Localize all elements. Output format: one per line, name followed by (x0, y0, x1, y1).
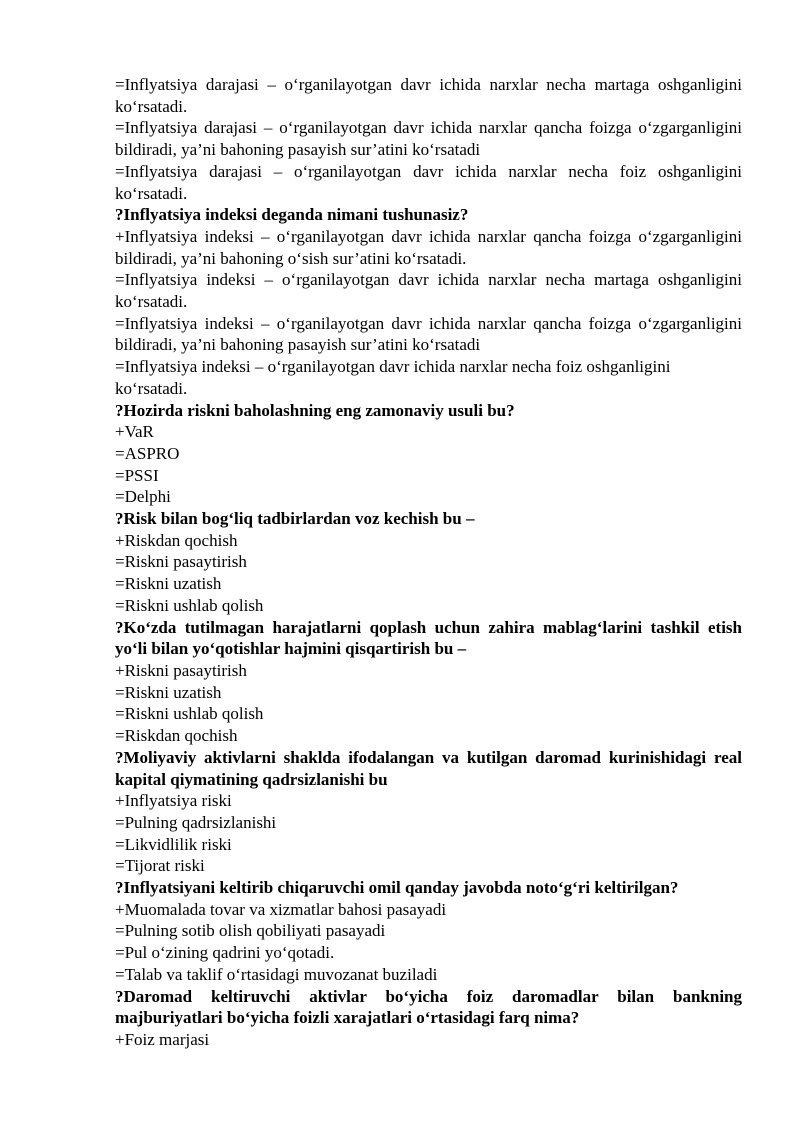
question-text: ?Moliyaviy aktivlarni shaklda ifodalangan va kutilgan daromad kurinishidagi real kapital qiymatining qadrsizlanishi bu (115, 747, 742, 789)
answer-option: =Riskni uzatish (115, 574, 222, 594)
correct-answer-option: +Inflyatsiya indeksi – o‘rganilayotgan davr ichida narxlar qancha foizga o‘zgarganligini bildiradi, ya’ni bahoning o‘sish sur’atini ko‘rsatadi. (115, 226, 742, 268)
answer-option: =Tijorat riski (115, 856, 205, 876)
answer-option: =Inflyatsiya darajasi – o‘rganilayotgan davr ichida narxlar necha foiz oshganligini ko‘rsatadi. (115, 161, 742, 203)
correct-answer-option: +Foiz marjasi (115, 1029, 210, 1049)
correct-answer-option: +Inflyatsiya riski (115, 791, 232, 811)
answer-option: =Inflyatsiya indeksi – o‘rganilayotgan davr ichida narxlar qancha foizga o‘zgarganligini bildiradi, ya’ni bahoning pasayish sur’atini ko‘rsatadi (115, 313, 742, 355)
question-text: ?Inflyatsiya indeksi deganda nimani tushunasiz? (115, 205, 469, 225)
answer-option: =Riskni ushlab qolish (115, 704, 264, 724)
answer-option: =Talab va taklif o‘rtasidagi muvozanat buziladi (115, 964, 438, 984)
answer-option: =ASPRO (115, 443, 180, 463)
answer-option: =Riskni pasaytirish (115, 552, 247, 572)
question-text: ?Risk bilan bog‘liq tadbirlardan voz kechish bu – (115, 509, 475, 529)
answer-option: =Inflyatsiya darajasi – o‘rganilayotgan davr ichida narxlar necha martaga oshganligini ko‘rsatadi. (115, 75, 742, 116)
answer-option: =Inflyatsiya indeksi – o‘rganilayotgan davr ichida narxlar necha martaga oshganligini ko‘rsatadi. (115, 270, 742, 312)
question-text: ?Inflyatsiyani keltirib chiqaruvchi omil qanday javobda noto‘g‘ri keltirilgan? (115, 878, 679, 898)
document-body (115, 74, 742, 1051)
correct-answer-option: +VaR (115, 422, 154, 442)
answer-option: =Pulning qadrsizlanishi (115, 812, 277, 832)
answer-option: =Pulning sotib olish qobiliyati pasayadi (115, 921, 386, 941)
correct-answer-option: +Muomalada tovar va xizmatlar bahosi pasayadi (115, 899, 447, 919)
question-text: ?Daromad keltiruvchi aktivlar bo‘yicha foiz daromadlar bilan bankning majburiyatlari bo‘yicha foizli xarajatlari o‘rtasidagi farq nima? (115, 986, 742, 1028)
answer-option: =Likvidlilik riski (115, 834, 232, 854)
question-text: ?Ko‘zda tutilmagan harajatlarni qoplash uchun zahira mablag‘larini tashkil etish yo‘li bilan yo‘qotishlar hajmini qisqartirish bu – (115, 617, 742, 659)
answer-option: =Riskni uzatish (115, 682, 222, 702)
answer-option: =Inflyatsiya darajasi – o‘rganilayotgan davr ichida narxlar qancha foizga o‘zgarganligini bildiradi, ya’ni bahoning pasayish sur’atini ko‘rsatadi (115, 118, 742, 160)
correct-answer-option: +Riskdan qochish (115, 530, 238, 550)
answer-option: =Delphi (115, 487, 171, 507)
answer-option: =Riskdan qochish (115, 726, 238, 746)
question-text: ?Hozirda riskni baholashning eng zamonaviy usuli bu? (115, 400, 515, 420)
answer-option: =PSSI (115, 465, 159, 485)
answer-option: =Inflyatsiya indeksi – o‘rganilayotgan davr ichida narxlar necha foiz oshganligini ko‘rsatadi. (115, 357, 671, 398)
correct-answer-option: +Riskni pasaytirish (115, 660, 247, 680)
answer-option: =Pul o‘zining qadrini yo‘qotadi. (115, 943, 335, 963)
answer-option: =Riskni ushlab qolish (115, 595, 264, 615)
